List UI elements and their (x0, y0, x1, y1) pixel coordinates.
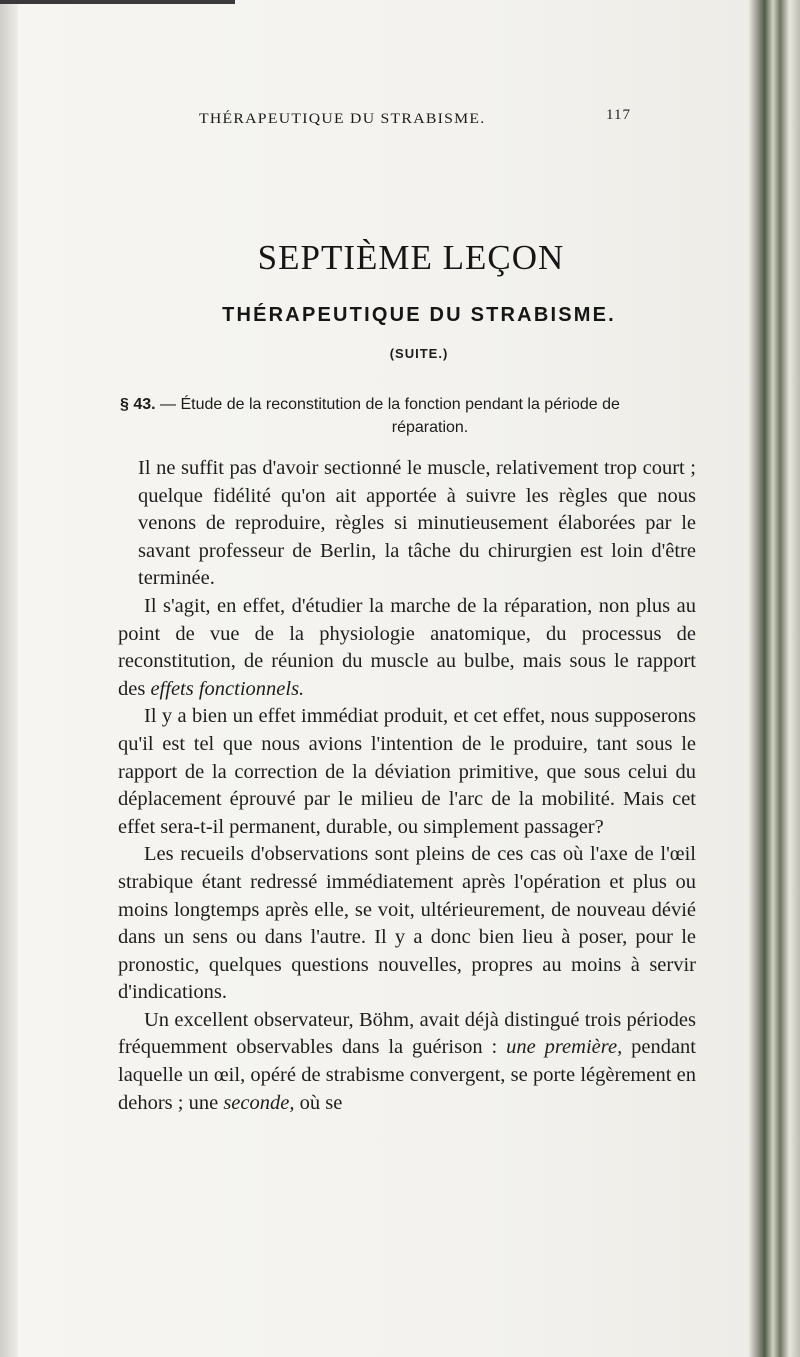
text-run: Les recueils d'observations sont pleins de ces cas où l'axe de l'œil strabique étant redressé immédiatement après l'opération et plus ou moins longtemps après elle, se voit, ultérieurement, de nouveau dévié dans un sens ou dans l'autre. Il y a donc bien lieu à poser, pour le pronostic, quelques questions nouvelles, propres au moins à servir d'indications. (118, 843, 696, 1004)
italic-text: une première, (506, 1036, 623, 1059)
paragraph (118, 703, 696, 841)
paragraph (118, 841, 696, 1007)
section-number: § 43. (120, 396, 156, 413)
chapter-title-text: SEPTIÈME LEÇON (257, 238, 565, 277)
text-run: où se (294, 1091, 343, 1114)
text-run: Il y a bien un effet immédiat produit, et cet effet, nous supposerons qu'il est tel que nous avions l'intention de le produire, tant sous le rapport de la correction de la déviation primitive, que sous celui du déplacement éprouvé par le milieu de l'arc de la mobilité. Mais cet effet sera-t-il permanent, durable, ou simplement passager? (118, 705, 696, 838)
chapter-subtitle (0, 304, 800, 327)
text-run: Il s'agit, en effet, d'étudier la marche de la réparation, non plus au point de vue de la physiologie anatomique, du processus de reconstitution, de réunion du muscle au bulbe, mais sous le rapport des (118, 594, 696, 700)
section-heading (120, 393, 680, 439)
running-title: THÉRAPEUTIQUE DU STRABISME. (199, 111, 486, 127)
body-text (118, 455, 696, 1117)
continuation-text: (SUITE.) (389, 346, 449, 361)
page-number: 117 (606, 107, 631, 123)
text-run: Il ne suffit pas d'avoir sectionné le muscle, relativement trop court ; quelque fidélité qu'on ait apportée à suivre les règles que nous venons de reproduire, règles si minutieusement élaborées par le savant professeur de Berlin, la tâche du chirurgien est loin d'être terminée. (138, 457, 696, 590)
chapter-title (0, 238, 800, 278)
italic-text: seconde, (223, 1091, 295, 1114)
section-title-line1: — Étude de la reconstitution de la fonction pendant la période de (160, 396, 620, 413)
text-run: pendant laquelle un œil, opéré de strabisme convergent, se porte légèrement en dehors ; une (118, 1036, 696, 1114)
gutter-shadow (0, 0, 18, 1357)
paragraph (118, 1007, 696, 1117)
chapter-subtitle-text: THÉRAPEUTIQUE DU STRABISME. (222, 304, 616, 326)
paragraph (118, 593, 696, 703)
continuation-label (0, 346, 800, 361)
section-title-line2: réparation. (391, 419, 469, 436)
page-edge (748, 0, 800, 1357)
text-run: Un excellent observateur, Böhm, avait déjà distingué trois périodes fréquemment observables dans la guérison : (118, 1008, 696, 1059)
top-rule (0, 0, 235, 4)
paragraph (118, 455, 696, 593)
running-header (0, 103, 800, 133)
italic-text: effets fonctionnels. (150, 677, 305, 700)
